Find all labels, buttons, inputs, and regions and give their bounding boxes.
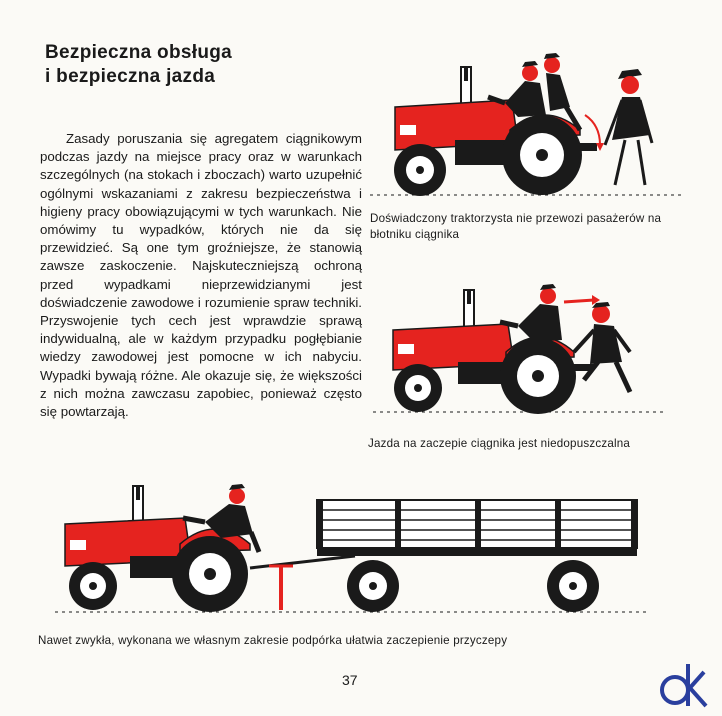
title-line-2: i bezpieczna jazda [45,66,216,87]
caption-figure-1: Doświadczony traktorzysta nie przewozi pasażerów na błotniku ciągnika [370,212,662,241]
figure-tractor-trailer-support [55,482,655,622]
body-text: Zasady poruszania się agregatem ciągnikowym podczas jazdy na miejsce pracy oraz w warunkach szczególnych (na stokach i zboczach) warto uzupełnić ogólnymi wskazaniami z zakresu bezpieczeństwa i higieny pracy obowiązującymi w tych warunkach. Nie omówimy tu wypadków, których nie da się przewidzieć. Są one tym groźniejsze, że stanowią zawsze zaskoczenie. Najskuteczniejszą ochroną przed wypadkami nieprzewidzianymi jest doświadczenie zawodowe i rozumienie spraw techniki. Przyswojenie tych cech jest wprawdzie sprawą indywidualną, ale w każdym przypadku pogłębianie wiedzy zawodowej jest pomocne w ich nabyciu. Wypadki bywają różne. Ale okazuje się, że większości z nich można zawczasu zapobiec, ponieważ często się powtarzają. [40,131,362,420]
caption-figure-3: Nawet zwykła, wykonana we własnym zakresie podpórka ułatwia zaczepienie przyczepy [38,634,508,647]
title-line-1: Bezpieczna obsługa [45,42,232,63]
caption-figure-2: Jazda na zaczepie ciągnika jest niedopuszczalna [368,437,631,450]
figure-tractor-passenger [360,45,690,205]
figure-tractor-hitch-rider [368,282,668,422]
body-paragraph [40,130,362,421]
page-title [45,41,305,89]
dk-logo [656,660,708,712]
page-number: 37 [342,672,358,688]
